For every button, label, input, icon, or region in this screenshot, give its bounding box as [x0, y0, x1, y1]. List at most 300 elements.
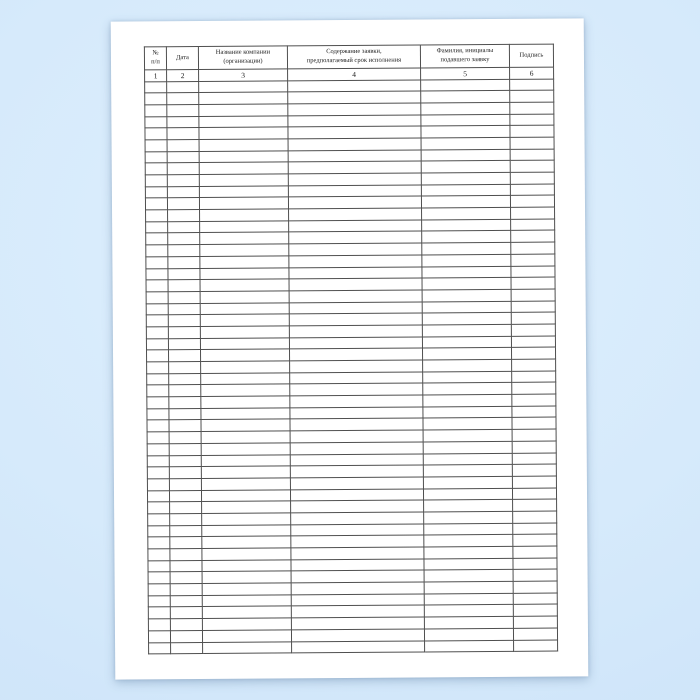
col-header-request: [287, 45, 420, 69]
empty-cell: [513, 616, 557, 628]
empty-cell: [511, 301, 555, 313]
empty-cell: [201, 349, 290, 361]
empty-cell: [291, 570, 424, 583]
empty-cell: [203, 641, 292, 653]
empty-cell: [146, 280, 168, 292]
table-body: [145, 79, 558, 655]
empty-cell: [510, 125, 554, 137]
empty-cell: [511, 289, 555, 301]
empty-cell: [421, 114, 510, 126]
empty-cell: [148, 607, 170, 619]
empty-cell: [199, 115, 288, 127]
empty-cell: [148, 549, 170, 561]
form-page: [111, 18, 589, 679]
empty-cell: [167, 116, 199, 128]
empty-cell: [511, 347, 555, 359]
empty-cell: [289, 255, 422, 268]
empty-cell: [510, 102, 554, 114]
col-header-signature-line1: Подпись: [519, 51, 544, 59]
empty-cell: [512, 371, 556, 383]
empty-cell: [202, 501, 291, 513]
empty-cell: [292, 640, 425, 653]
empty-cell: [422, 242, 511, 254]
empty-cell: [200, 244, 289, 256]
empty-cell: [149, 642, 171, 654]
empty-cell: [147, 479, 169, 491]
empty-cell: [290, 489, 423, 502]
empty-cell: [147, 432, 169, 444]
empty-cell: [512, 488, 556, 500]
empty-cell: [422, 324, 511, 336]
empty-cell: [201, 478, 290, 490]
empty-cell: [171, 642, 203, 654]
empty-cell: [200, 338, 289, 350]
empty-cell: [424, 616, 513, 628]
empty-cell: [510, 79, 554, 91]
empty-cell: [422, 313, 511, 325]
empty-cell: [170, 525, 202, 537]
empty-cell: [290, 407, 423, 420]
empty-cell: [291, 594, 424, 607]
empty-cell: [202, 536, 291, 548]
empty-cell: [145, 175, 167, 187]
empty-cell: [199, 151, 288, 163]
empty-cell: [513, 558, 557, 570]
empty-cell: [167, 198, 199, 210]
empty-cell: [423, 476, 512, 488]
empty-cell: [288, 161, 421, 174]
empty-cell: [146, 303, 168, 315]
empty-cell: [513, 546, 557, 558]
empty-cell: [167, 104, 199, 116]
empty-cell: [147, 350, 169, 362]
empty-cell: [201, 466, 290, 478]
empty-cell: [288, 138, 421, 151]
empty-cell: [202, 618, 291, 630]
empty-cell: [424, 593, 513, 605]
empty-cell: [167, 128, 199, 140]
request-log-table: [144, 44, 558, 655]
empty-cell: [289, 325, 422, 338]
empty-cell: [289, 290, 422, 303]
empty-cell: [423, 418, 512, 430]
empty-cell: [200, 256, 289, 268]
empty-cell: [289, 278, 422, 291]
empty-cell: [290, 383, 423, 396]
empty-cell: [168, 326, 200, 338]
empty-cell: [145, 93, 167, 105]
empty-cell: [169, 455, 201, 467]
empty-cell: [202, 571, 291, 583]
empty-cell: [170, 630, 202, 642]
empty-cell: [146, 327, 168, 339]
empty-cell: [199, 80, 288, 92]
empty-cell: [170, 537, 202, 549]
empty-cell: [510, 137, 554, 149]
empty-cell: [146, 338, 168, 350]
empty-cell: [422, 231, 511, 243]
empty-cell: [421, 196, 510, 208]
column-number-cell: 3: [199, 69, 288, 81]
empty-cell: [513, 499, 557, 511]
empty-cell: [147, 385, 169, 397]
empty-cell: [168, 245, 200, 257]
empty-cell: [170, 572, 202, 584]
empty-cell: [147, 397, 169, 409]
empty-cell: [513, 628, 557, 640]
empty-cell: [167, 175, 199, 187]
empty-cell: [202, 583, 291, 595]
empty-cell: [201, 396, 290, 408]
empty-cell: [201, 408, 290, 420]
empty-cell: [169, 373, 201, 385]
empty-cell: [146, 315, 168, 327]
empty-cell: [200, 291, 289, 303]
empty-cell: [290, 442, 423, 455]
empty-row: [149, 640, 558, 655]
empty-cell: [199, 197, 288, 209]
empty-cell: [423, 394, 512, 406]
empty-cell: [148, 537, 170, 549]
empty-cell: [424, 570, 513, 582]
empty-cell: [424, 500, 513, 512]
empty-cell: [421, 91, 510, 103]
empty-cell: [512, 453, 556, 465]
empty-cell: [422, 336, 511, 348]
col-header-request-line2: предполагаемый срок исполнения: [306, 56, 402, 65]
empty-cell: [147, 455, 169, 467]
empty-cell: [169, 443, 201, 455]
empty-cell: [169, 362, 201, 374]
empty-cell: [168, 210, 200, 222]
empty-cell: [290, 465, 423, 478]
col-header-num: [144, 47, 166, 70]
empty-cell: [510, 160, 554, 172]
empty-cell: [512, 429, 556, 441]
empty-cell: [201, 489, 290, 501]
empty-cell: [168, 233, 200, 245]
empty-cell: [424, 581, 513, 593]
empty-cell: [511, 231, 555, 243]
empty-cell: [513, 593, 557, 605]
empty-cell: [291, 547, 424, 560]
empty-cell: [511, 266, 555, 278]
empty-cell: [202, 630, 291, 642]
empty-cell: [513, 523, 557, 535]
empty-cell: [146, 268, 168, 280]
empty-cell: [288, 115, 421, 128]
empty-cell: [169, 467, 201, 479]
empty-cell: [148, 514, 170, 526]
empty-cell: [167, 81, 199, 93]
empty-cell: [170, 584, 202, 596]
empty-cell: [290, 430, 423, 443]
empty-cell: [510, 172, 554, 184]
empty-cell: [148, 572, 170, 584]
empty-cell: [199, 139, 288, 151]
empty-cell: [201, 384, 290, 396]
empty-cell: [290, 372, 423, 385]
empty-cell: [169, 385, 201, 397]
empty-cell: [289, 231, 422, 244]
empty-cell: [145, 81, 167, 93]
empty-cell: [200, 267, 289, 279]
empty-cell: [291, 582, 424, 595]
empty-cell: [146, 222, 168, 234]
empty-cell: [169, 490, 201, 502]
empty-cell: [169, 397, 201, 409]
empty-cell: [511, 312, 555, 324]
empty-cell: [514, 640, 558, 652]
empty-cell: [422, 289, 511, 301]
empty-cell: [512, 406, 556, 418]
empty-cell: [148, 525, 170, 537]
column-number-cell: 5: [421, 67, 510, 79]
col-header-date: [166, 47, 198, 70]
empty-cell: [289, 313, 422, 326]
empty-cell: [168, 303, 200, 315]
empty-cell: [147, 409, 169, 421]
empty-cell: [421, 126, 510, 138]
empty-cell: [145, 198, 167, 210]
empty-cell: [512, 441, 556, 453]
empty-cell: [167, 139, 199, 151]
empty-cell: [288, 103, 421, 116]
empty-cell: [511, 324, 555, 336]
empty-cell: [422, 219, 511, 231]
empty-cell: [148, 584, 170, 596]
empty-cell: [288, 185, 421, 198]
empty-cell: [291, 512, 424, 525]
empty-cell: [201, 419, 290, 431]
empty-cell: [511, 277, 555, 289]
empty-cell: [199, 127, 288, 139]
empty-cell: [422, 278, 511, 290]
empty-cell: [201, 443, 290, 455]
empty-cell: [147, 362, 169, 374]
empty-cell: [423, 406, 512, 418]
col-header-num-line2: п/п: [151, 58, 160, 66]
empty-cell: [201, 431, 290, 443]
empty-cell: [290, 418, 423, 431]
empty-cell: [291, 605, 424, 618]
empty-cell: [510, 114, 554, 126]
empty-cell: [511, 207, 555, 219]
empty-cell: [511, 242, 555, 254]
empty-cell: [201, 373, 290, 385]
empty-cell: [511, 219, 555, 231]
empty-cell: [146, 233, 168, 245]
header-row: [144, 44, 553, 70]
empty-cell: [147, 467, 169, 479]
empty-cell: [170, 595, 202, 607]
empty-cell: [202, 595, 291, 607]
empty-cell: [200, 314, 289, 326]
col-header-company-line1: Название компании: [215, 48, 271, 57]
empty-cell: [200, 232, 289, 244]
empty-cell: [169, 408, 201, 420]
empty-cell: [423, 383, 512, 395]
empty-cell: [167, 163, 199, 175]
empty-cell: [146, 292, 168, 304]
col-header-applicant-line1: Фамилия, инициалы: [436, 47, 494, 55]
empty-cell: [202, 525, 291, 537]
empty-cell: [423, 465, 512, 477]
empty-cell: [201, 361, 290, 373]
empty-cell: [167, 186, 199, 198]
empty-cell: [423, 359, 512, 371]
empty-cell: [200, 326, 289, 338]
empty-cell: [146, 210, 168, 222]
empty-cell: [288, 196, 421, 209]
empty-cell: [422, 348, 511, 360]
empty-cell: [288, 173, 421, 186]
empty-cell: [513, 534, 557, 546]
empty-cell: [199, 186, 288, 198]
empty-cell: [290, 348, 423, 361]
empty-cell: [168, 268, 200, 280]
empty-cell: [423, 371, 512, 383]
empty-cell: [145, 105, 167, 117]
empty-cell: [421, 149, 510, 161]
empty-cell: [512, 464, 556, 476]
empty-cell: [291, 535, 424, 548]
empty-cell: [422, 266, 511, 278]
empty-cell: [202, 548, 291, 560]
empty-cell: [512, 394, 556, 406]
empty-cell: [422, 254, 511, 266]
empty-cell: [290, 395, 423, 408]
empty-cell: [289, 266, 422, 279]
empty-cell: [145, 186, 167, 198]
empty-cell: [510, 90, 554, 102]
empty-cell: [291, 500, 424, 513]
empty-cell: [513, 604, 557, 616]
empty-cell: [513, 581, 557, 593]
empty-cell: [200, 221, 289, 233]
empty-cell: [288, 79, 421, 92]
empty-cell: [421, 184, 510, 196]
empty-cell: [424, 628, 513, 640]
empty-cell: [424, 523, 513, 535]
empty-cell: [170, 502, 202, 514]
empty-cell: [146, 257, 168, 269]
empty-cell: [169, 350, 201, 362]
empty-cell: [167, 93, 199, 105]
empty-cell: [424, 605, 513, 617]
empty-cell: [170, 560, 202, 572]
empty-cell: [199, 162, 288, 174]
empty-cell: [168, 338, 200, 350]
empty-cell: [146, 245, 168, 257]
empty-cell: [510, 184, 554, 196]
empty-cell: [290, 360, 423, 373]
col-header-applicant-line2: подавшего заявку: [440, 56, 490, 64]
empty-cell: [512, 476, 556, 488]
empty-cell: [510, 195, 554, 207]
empty-cell: [202, 560, 291, 572]
empty-cell: [421, 172, 510, 184]
empty-cell: [168, 280, 200, 292]
empty-cell: [288, 150, 421, 163]
empty-cell: [145, 163, 167, 175]
col-header-num-line1: №: [152, 49, 159, 57]
empty-cell: [169, 478, 201, 490]
empty-cell: [512, 417, 556, 429]
column-number-cell: 2: [167, 70, 199, 82]
empty-cell: [290, 453, 423, 466]
empty-cell: [289, 220, 422, 233]
col-header-company-line2: (организации): [223, 57, 263, 65]
empty-cell: [511, 336, 555, 348]
empty-cell: [513, 569, 557, 581]
empty-cell: [199, 104, 288, 116]
empty-cell: [288, 91, 421, 104]
empty-cell: [512, 382, 556, 394]
empty-cell: [199, 92, 288, 104]
empty-cell: [170, 619, 202, 631]
empty-cell: [291, 524, 424, 537]
empty-cell: [423, 441, 512, 453]
empty-cell: [170, 607, 202, 619]
empty-cell: [512, 359, 556, 371]
col-header-company: [198, 46, 287, 70]
empty-cell: [148, 560, 170, 572]
empty-cell: [145, 140, 167, 152]
empty-cell: [289, 208, 422, 221]
col-header-applicant: [420, 44, 509, 68]
empty-cell: [148, 619, 170, 631]
empty-cell: [199, 174, 288, 186]
empty-cell: [424, 535, 513, 547]
col-header-date-line1: Дата: [175, 53, 189, 61]
empty-cell: [289, 302, 422, 315]
empty-cell: [148, 631, 170, 643]
empty-cell: [169, 420, 201, 432]
empty-cell: [145, 151, 167, 163]
empty-cell: [422, 207, 511, 219]
empty-cell: [147, 373, 169, 385]
empty-cell: [148, 502, 170, 514]
empty-cell: [170, 513, 202, 525]
empty-cell: [289, 243, 422, 256]
empty-cell: [290, 477, 423, 490]
column-number-cell: 4: [288, 68, 421, 80]
empty-cell: [510, 149, 554, 161]
empty-cell: [170, 549, 202, 561]
empty-cell: [202, 513, 291, 525]
empty-cell: [148, 596, 170, 608]
empty-cell: [421, 102, 510, 114]
empty-cell: [145, 128, 167, 140]
empty-cell: [145, 116, 167, 128]
column-number-cell: 1: [145, 70, 167, 82]
empty-cell: [423, 453, 512, 465]
empty-cell: [200, 209, 289, 221]
empty-cell: [424, 558, 513, 570]
empty-cell: [291, 559, 424, 572]
empty-cell: [200, 302, 289, 314]
empty-cell: [421, 137, 510, 149]
empty-cell: [423, 429, 512, 441]
empty-cell: [147, 444, 169, 456]
col-header-signature: [509, 44, 553, 67]
empty-cell: [167, 151, 199, 163]
empty-cell: [511, 254, 555, 266]
empty-cell: [202, 606, 291, 618]
empty-cell: [168, 291, 200, 303]
empty-cell: [421, 79, 510, 91]
